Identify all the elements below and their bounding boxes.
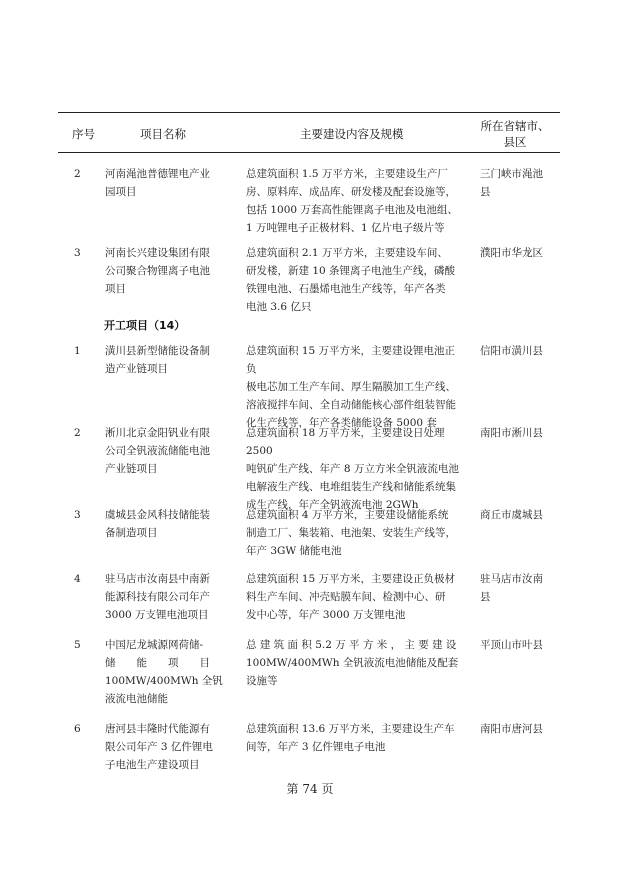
row-serial-number: 5 xyxy=(74,639,81,651)
text-line: 包括 1000 万套高性能锂离子电池及电池组、 xyxy=(246,204,458,216)
text-line: 驻马店市汝南县中南新 xyxy=(105,573,210,585)
text-line: 平顶山市叶县 xyxy=(480,639,543,651)
text-line: 潢川县新型储能设备制 xyxy=(105,345,210,357)
text-line: 园项目 xyxy=(105,186,137,198)
row-content xyxy=(246,506,462,560)
row-region xyxy=(480,165,552,201)
text-line: 3000 万支锂电池项目 xyxy=(105,609,209,621)
text-line: 备制造项目 xyxy=(105,527,158,539)
text-line: 南阳市唐河县 xyxy=(480,723,543,735)
text-line: 总建筑面积 1.5 万平方米，主要建设生产厂 xyxy=(246,168,448,180)
text-line: 南阳市淅川县 xyxy=(480,427,543,439)
row-project-name xyxy=(105,570,223,624)
row-content xyxy=(246,165,462,237)
text-line: 年产 3GW 储能电池 xyxy=(246,545,342,557)
header-construction-content: 主要建设内容及规模 xyxy=(300,127,404,141)
row-region xyxy=(480,342,552,360)
text-line: 三门峡市渑池 xyxy=(480,168,543,180)
text-line: 吨钒矿生产线、年产 8 万立方米全钒液流电池 xyxy=(246,463,459,475)
text-line: 河南渑池普德锂电产业 xyxy=(105,168,210,180)
text-line: 液流电池储能 xyxy=(105,693,168,705)
text-line: 唐河县丰隆时代能源有 xyxy=(105,723,210,735)
text-line: 中国尼龙城源网荷储- xyxy=(105,639,204,651)
text-line: 县 xyxy=(480,186,491,198)
text-line: 总建筑面积 4 万平方米，主要建设储能系统 xyxy=(246,509,449,521)
row-project-name xyxy=(105,424,223,478)
row-serial-number: 3 xyxy=(74,509,81,521)
text-line: 公司全钒液流储能电池 xyxy=(105,445,210,457)
text-line: 总建筑面积 13.6 万平方米，主要建设生产车 xyxy=(246,723,455,735)
row-serial-number: 6 xyxy=(74,723,81,735)
text-line: 电解液生产线、电堆组装生产线和储能系统集 xyxy=(246,481,456,493)
text-line: 铁锂电池、石墨烯电池生产线等，年产各类 xyxy=(246,283,446,295)
text-line: 储 能 项 目 xyxy=(105,657,210,669)
text-line: 房、原料库、成品库、研发楼及配套设施等， xyxy=(246,186,456,198)
text-line: 总建筑面积 15 万平方米，主要建设锂电池正负 xyxy=(246,345,456,375)
text-line: 项目 xyxy=(105,283,126,295)
row-serial-number: 3 xyxy=(74,247,81,259)
row-project-name xyxy=(105,720,223,774)
row-region xyxy=(480,636,552,654)
header-region xyxy=(480,118,550,150)
text-line: 制造工厂、集装箱、电池架、安装生产线等， xyxy=(246,527,456,539)
text-line: 总建筑面积 15 万平方米，主要建设正负极材 xyxy=(246,573,456,585)
row-project-name xyxy=(105,636,223,708)
text-line: 溶液搅拌车间、全自动储能核心部件组装智能 xyxy=(246,399,456,411)
row-region xyxy=(480,720,552,738)
row-region xyxy=(480,424,552,442)
text-line: 研发楼，新建 10 条锂离子电池生产线，磷酸 xyxy=(246,265,456,277)
text-line: 总建筑面积 2.1 万平方米，主要建设车间、 xyxy=(246,247,448,259)
text-line: 驻马店市汝南 xyxy=(480,573,543,585)
row-project-name xyxy=(105,506,223,542)
header-region-line: 县区 xyxy=(503,135,527,149)
row-content xyxy=(246,570,462,624)
text-line: 化生产线等，年产各类储能设备 5000 套 xyxy=(246,417,437,429)
text-line: 公司聚合物锂离子电池 xyxy=(105,265,210,277)
text-line: 限公司年产 3 亿件锂电 xyxy=(105,741,213,753)
text-line: 发中心等，年产 3000 万支锂电池 xyxy=(246,609,406,621)
row-project-name xyxy=(105,165,223,201)
row-serial-number: 2 xyxy=(74,427,81,439)
row-content xyxy=(246,342,462,432)
text-line: 间等，年产 3 亿件锂电子电池 xyxy=(246,741,386,753)
text-line: 总建筑面积 18 万平方米，主要建设日处理 2500 xyxy=(246,427,445,457)
text-line: 淅川北京金阳钒业有限 xyxy=(105,427,210,439)
row-region xyxy=(480,244,552,262)
table-header-top-rule xyxy=(58,112,560,113)
text-line: 能源科技有限公司年产 xyxy=(105,591,210,603)
section-title-started-projects: 开工项目（14） xyxy=(104,319,186,332)
text-line: 极电芯加工生产车间、厚生隔膜加工生产线、 xyxy=(246,381,456,393)
text-line: 河南长兴建设集团有限 xyxy=(105,247,210,259)
text-line: 成生产线，年产全钒液流电池 2GWh xyxy=(246,499,419,511)
text-line: 造产业链项目 xyxy=(105,363,168,375)
text-line: 设施等 xyxy=(246,675,278,687)
row-region xyxy=(480,506,552,524)
row-region xyxy=(480,570,552,606)
header-serial-number: 序号 xyxy=(72,127,95,141)
text-line: 县 xyxy=(480,591,491,603)
text-line: 1 万吨锂电子正极材料、1 亿片电子级片等 xyxy=(246,222,445,234)
row-serial-number: 4 xyxy=(74,573,81,585)
row-serial-number: 2 xyxy=(74,168,81,180)
page-number: 第 74 页 xyxy=(286,782,334,796)
text-line: 濮阳市华龙区 xyxy=(480,247,543,259)
text-line: 商丘市虞城县 xyxy=(480,509,543,521)
text-line: 信阳市潢川县 xyxy=(480,345,543,357)
row-project-name xyxy=(105,342,223,378)
row-content xyxy=(246,636,462,690)
header-region-line: 所在省辖市、 xyxy=(480,119,550,133)
text-line: 料生产车间、冲壳贴膜车间、检测中心、研 xyxy=(246,591,446,603)
row-content xyxy=(246,720,462,756)
row-project-name xyxy=(105,244,223,298)
text-line: 100MW/400MWh 全钒 xyxy=(105,675,223,687)
text-line: 总 建 筑 面 积 5.2 万 平 方 米 ， 主 要 建 设 xyxy=(246,639,457,651)
text-line: 产业链项目 xyxy=(105,463,158,475)
row-content xyxy=(246,244,462,316)
text-line: 虞城县金风科技储能装 xyxy=(105,509,210,521)
row-serial-number: 1 xyxy=(74,345,81,357)
text-line: 子电池生产建设项目 xyxy=(105,759,200,771)
text-line: 100MW/400MWh 全钒液流电池储能及配套 xyxy=(246,657,459,669)
text-line: 电池 3.6 亿只 xyxy=(246,301,312,313)
row-content xyxy=(246,424,462,514)
table-header-bottom-rule xyxy=(58,152,560,153)
header-project-name: 项目名称 xyxy=(140,127,186,141)
